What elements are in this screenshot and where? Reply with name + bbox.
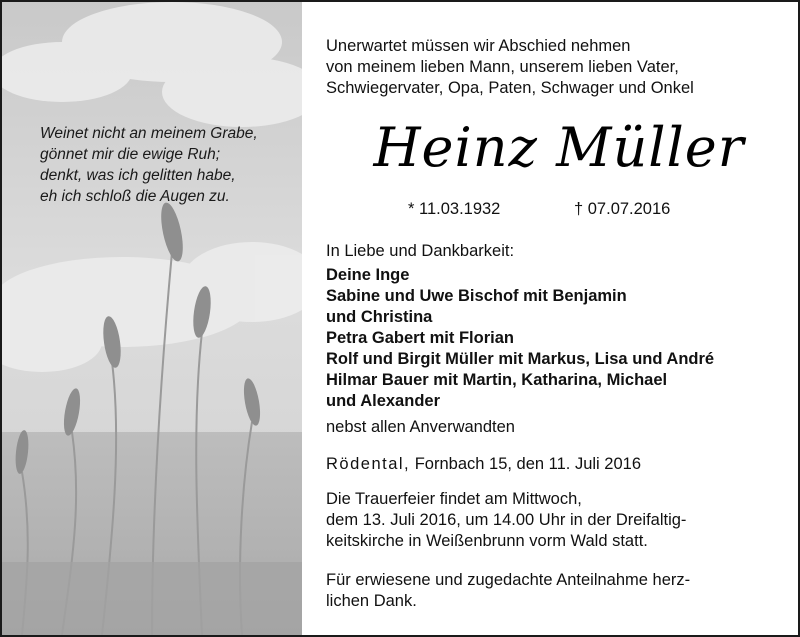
death-date: † 07.07.2016 (574, 200, 671, 218)
family-line: Deine Inge (326, 266, 410, 284)
family-line: Sabine und Uwe Bischof mit Benjamin (326, 287, 627, 305)
thanks-heading: In Liebe und Dankbarkeit: (326, 242, 515, 260)
family-line: Rolf und Birgit Müller mit Markus, Lisa und André (326, 350, 715, 368)
service-line: dem 13. Juli 2016, um 14.00 Uhr in der Dreifaltig- (326, 511, 687, 529)
poem-line: Weinet nicht an meinem Grabe, (40, 125, 258, 142)
wheat-field-photo (2, 2, 302, 635)
place-date-line (326, 454, 641, 475)
family-line: und Alexander (326, 392, 440, 410)
poem-line: eh ich schloß die Augen zu. (40, 188, 230, 205)
life-dates (408, 199, 670, 220)
family-line: Hilmar Bauer mit Martin, Katharina, Michael (326, 371, 668, 389)
poem (40, 123, 295, 207)
intro-line: Unerwartet müssen wir Abschied nehmen (326, 37, 631, 55)
funeral-service-info (326, 489, 686, 552)
intro-line: Schwiegervater, Opa, Paten, Schwager und Onkel (326, 79, 694, 97)
relatives-line: nebst allen Anverwandten (326, 418, 515, 436)
poem-line: gönnet mir die ewige Ruh; (40, 146, 221, 163)
closing-thanks (326, 570, 690, 612)
birth-date: * 11.03.1932 (408, 200, 501, 218)
service-line: keitskirche in Weißenbrunn vorm Wald statt. (326, 532, 648, 550)
family-list (326, 265, 714, 412)
poem-line: denkt, was ich gelitten habe, (40, 167, 236, 184)
place-details: Fornbach 15, den 11. Juli 2016 (410, 455, 641, 473)
intro-line: von meinem lieben Mann, unserem lieben Vater, (326, 58, 679, 76)
deceased-name: Heinz Müller (373, 116, 745, 179)
closing-line: lichen Dank. (326, 592, 417, 610)
family-line: und Christina (326, 308, 433, 326)
service-line: Die Trauerfeier findet am Mittwoch, (326, 490, 582, 508)
intro-text (326, 36, 694, 99)
closing-line: Für erwiesene und zugedachte Anteilnahme herz- (326, 571, 691, 589)
place-town: Rödental, (326, 455, 411, 473)
family-line: Petra Gabert mit Florian (326, 329, 514, 347)
